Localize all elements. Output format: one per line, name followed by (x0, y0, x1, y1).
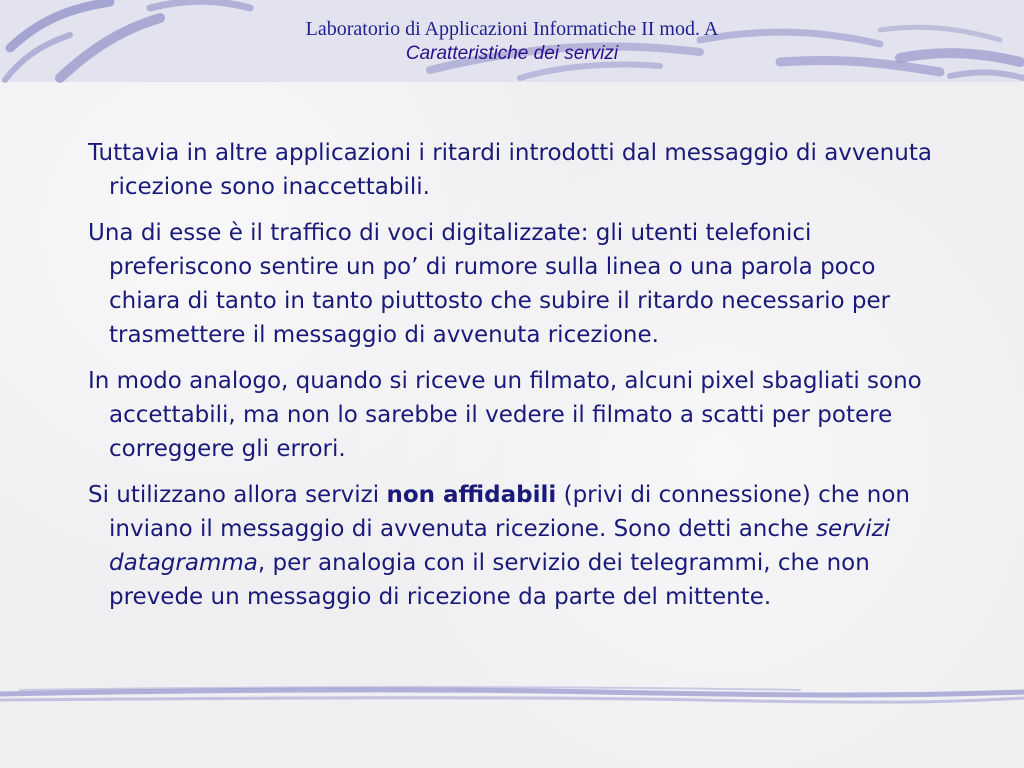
paragraph-4 (88, 478, 946, 614)
course-title: Laboratorio di Applicazioni Informatiche II mod. A (305, 18, 719, 40)
slide-header (0, 16, 1024, 66)
p4-italic-term: servizi datagramma (109, 516, 891, 576)
bottom-decorative-lines (0, 682, 1024, 710)
slide-body (88, 136, 946, 626)
p4-text-middle: (privi di connessione) che non inviano il messaggio di avvenuta ricezione. Sono detti anche (109, 482, 910, 542)
paragraph-2: Una di esse è il traffico di voci digitalizzate: gli utenti telefonici preferiscono sentire un po’ di rumore sulla linea o una parola poco chiara di tanto in tanto piuttosto che subire il ritardo necessario per trasmettere il messaggio di avvenuta ricezione. (88, 220, 891, 348)
slide-subtitle: Caratteristiche dei servizi (405, 43, 619, 64)
paragraph-3: In modo analogo, quando si riceve un filmato, alcuni pixel sbagliati sono accettabili, ma non lo sarebbe il vedere il filmato a scatti per potere correggere gli errori. (88, 368, 922, 462)
p4-text-after: , per analogia con il servizio dei telegrammi, che non prevede un messaggio di ricezione da parte del mittente. (109, 550, 870, 610)
paragraph-1: Tuttavia in altre applicazioni i ritardi introdotti dal messaggio di avvenuta ricezione sono inaccettabili. (88, 140, 932, 200)
p4-text-before: Si utilizzano allora servizi (88, 482, 387, 508)
p4-bold-term: non affidabili (386, 482, 557, 508)
